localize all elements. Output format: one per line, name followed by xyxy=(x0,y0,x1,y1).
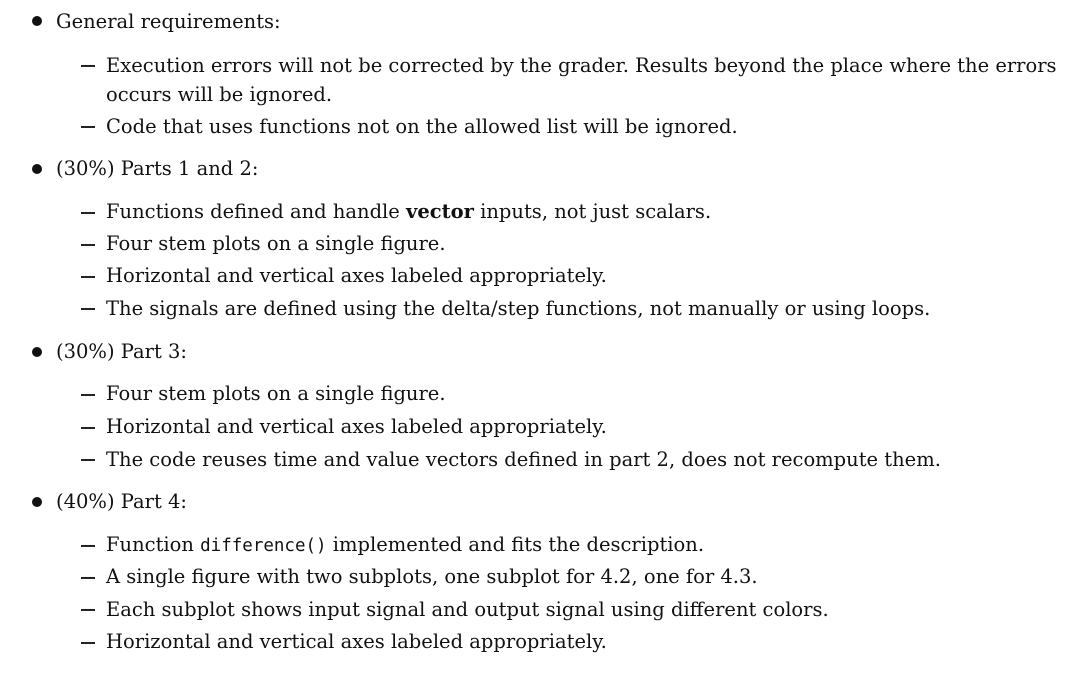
dash xyxy=(81,609,95,611)
section-heading: (40%) Part 4: xyxy=(56,490,187,513)
list-item: Horizontal and vertical axes labeled appropriately. xyxy=(106,630,607,653)
section-heading: General requirements: xyxy=(56,10,281,33)
list-item-text: inputs, not just scalars. xyxy=(473,200,712,223)
bullet-dot xyxy=(32,347,42,357)
list-item: The code reuses time and value vectors defined in part 2, does not recompute them. xyxy=(106,448,941,471)
bullet-dot xyxy=(32,497,42,507)
list-item: Four stem plots on a single figure. xyxy=(106,382,446,405)
dash xyxy=(81,545,95,547)
list-item xyxy=(106,202,711,222)
list-item-text: Function xyxy=(106,533,201,556)
list-item-code-text: difference() xyxy=(200,536,327,556)
section-heading: (30%) Parts 1 and 2: xyxy=(56,157,259,180)
dash xyxy=(81,427,95,429)
dash xyxy=(81,459,95,461)
dash xyxy=(81,276,95,278)
dash xyxy=(81,394,95,396)
list-item: Each subplot shows input signal and output signal using different colors. xyxy=(106,598,829,621)
bullet-dot xyxy=(32,16,42,26)
list-item: A single figure with two subplots, one subplot for 4.2, one for 4.3. xyxy=(106,565,758,588)
dash xyxy=(81,212,95,214)
list-item: Horizontal and vertical axes labeled appropriately. xyxy=(106,415,607,438)
list-item: Horizontal and vertical axes labeled appropriately. xyxy=(106,264,607,287)
list-item xyxy=(106,535,704,556)
list-item-continuation: occurs will be ignored. xyxy=(106,83,333,106)
list-item-text: implemented and fits the description. xyxy=(326,533,705,556)
list-item: Execution errors will not be corrected by the grader. Results beyond the place where the errors xyxy=(106,54,1057,77)
list-item: The signals are defined using the delta/step functions, not manually or using loops. xyxy=(106,297,931,320)
list-item: Four stem plots on a single figure. xyxy=(106,232,446,255)
dash xyxy=(81,577,95,579)
section-heading: (30%) Part 3: xyxy=(56,340,187,363)
dash xyxy=(81,244,95,246)
dash xyxy=(81,642,95,644)
list-item-text: Functions defined and handle xyxy=(106,200,407,223)
bullet-dot xyxy=(32,164,42,174)
list-item-bold-text: vector xyxy=(406,200,474,223)
dash xyxy=(81,308,95,310)
list-item: Code that uses functions not on the allowed list will be ignored. xyxy=(106,115,738,138)
dash xyxy=(81,65,95,67)
dash xyxy=(81,126,95,128)
